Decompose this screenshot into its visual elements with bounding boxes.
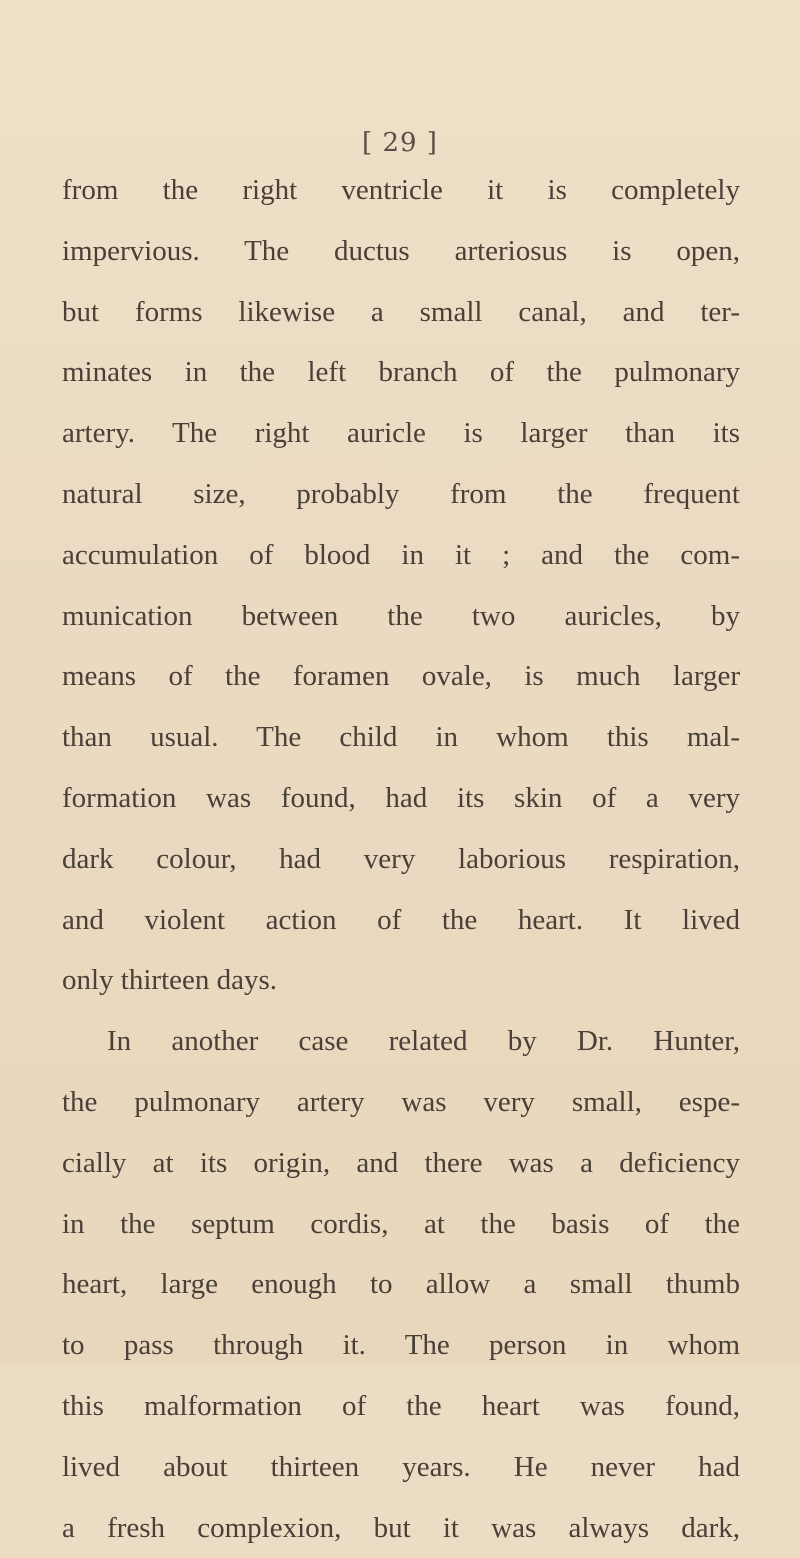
text-line: from the right ventricle it is completely: [62, 174, 740, 206]
text-line: a fresh complexion, but it was always dark,: [62, 1511, 740, 1544]
text-line: lived about thirteen years. He never had: [62, 1450, 740, 1483]
text-line: minates in the left branch of the pulmonary: [62, 356, 740, 389]
text-line: accumulation of blood in it ; and the com-: [62, 538, 740, 571]
text-line: this malformation of the heart was found,: [62, 1389, 740, 1422]
text-line: heart, large enough to allow a small thumb: [62, 1268, 740, 1301]
text-line: artery. The right auricle is larger than its: [62, 417, 740, 450]
paragraph-start-line: In another case related by Dr. Hunter,: [107, 1025, 740, 1058]
page-number: [ 29 ]: [362, 128, 438, 158]
text-line: the pulmonary artery was very small, espe-: [62, 1085, 740, 1118]
paragraph-end-line: only thirteen days.: [62, 964, 278, 997]
text-line: means of the foramen ovale, is much larger: [62, 660, 740, 693]
text-line: but forms likewise a small canal, and ter-: [62, 295, 740, 328]
text-line: impervious. The ductus arteriosus is open,: [62, 234, 740, 267]
text-line: and violent action of the heart. It lived: [62, 903, 740, 936]
text-line: to pass through it. The person in whom: [62, 1329, 740, 1362]
text-line: than usual. The child in whom this mal-: [62, 721, 740, 754]
text-line: dark colour, had very laborious respiration,: [62, 842, 740, 875]
text-line: cially at its origin, and there was a deficiency: [62, 1146, 740, 1179]
text-line: formation was found, had its skin of a very: [62, 781, 740, 814]
body-text: [62, 160, 740, 1558]
text-line: munication between the two auricles, by: [62, 599, 740, 632]
text-line: natural size, probably from the frequent: [62, 477, 740, 510]
text-line: in the septum cordis, at the basis of the: [62, 1207, 740, 1240]
